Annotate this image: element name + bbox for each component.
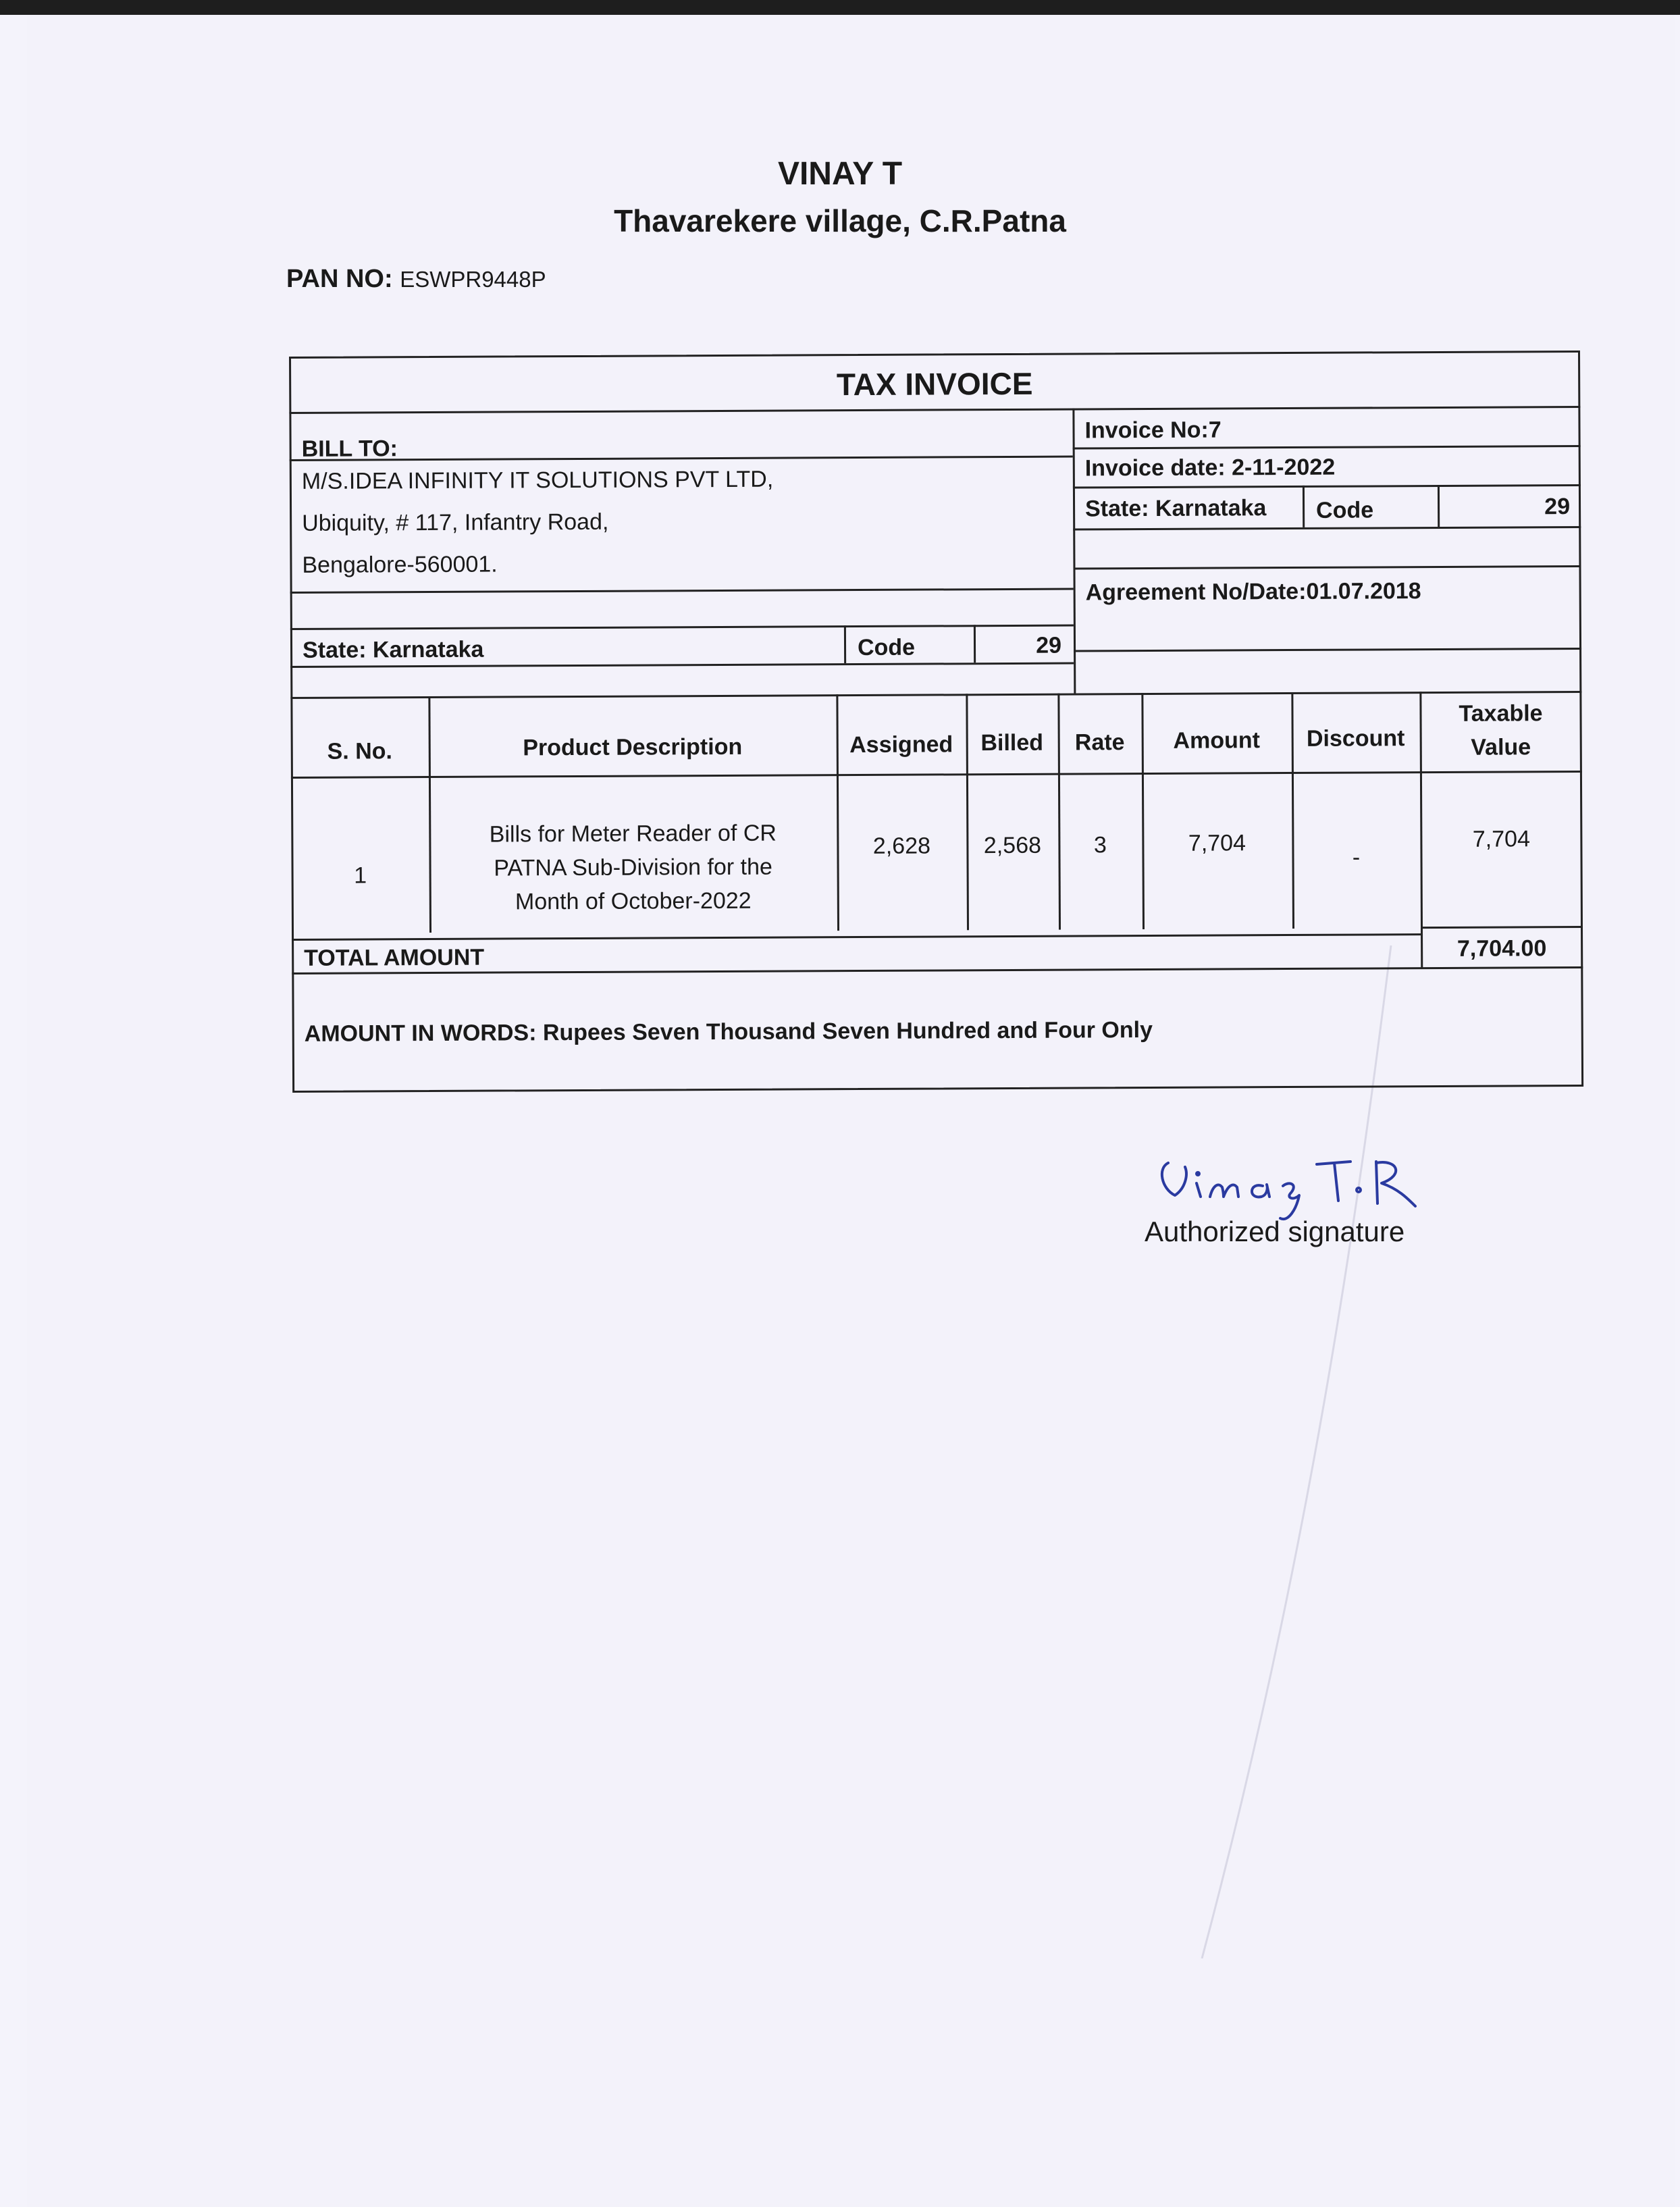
total-label: TOTAL AMOUNT bbox=[304, 944, 485, 971]
paper-fold-line bbox=[1188, 945, 1405, 1958]
row-discount: - bbox=[1352, 844, 1361, 871]
vendor-name: VINAY T bbox=[777, 156, 903, 192]
header-sno: S. No. bbox=[327, 738, 393, 764]
pan-label: PAN NO: bbox=[286, 265, 393, 293]
amount-in-words: AMOUNT IN WORDS: Rupees Seven Thousand Seven Hundred and Four Only bbox=[304, 1016, 1153, 1047]
row-taxable: 7,704 bbox=[1472, 826, 1531, 852]
vendor-address: Thavarekere village, C.R.Patna bbox=[614, 203, 1066, 238]
header-rate: Rate bbox=[1074, 729, 1125, 756]
invoice-date: Invoice date: 2-11-2022 bbox=[1084, 454, 1336, 482]
header-assigned: Assigned bbox=[849, 731, 953, 758]
scan-edge bbox=[0, 0, 1680, 15]
row-sno: 1 bbox=[354, 862, 367, 889]
vendor-state: State: Karnataka bbox=[1084, 495, 1267, 522]
client-code-value: 29 bbox=[1036, 632, 1062, 658]
row-rate: 3 bbox=[1093, 832, 1107, 858]
row-billed: 2,568 bbox=[983, 832, 1042, 859]
authorized-signature-label: Authorized signature bbox=[1145, 1216, 1405, 1247]
agreement-info: Agreement No/Date:01.07.2018 bbox=[1085, 578, 1421, 606]
client-state: State: Karnataka bbox=[302, 636, 484, 663]
client-code-label: Code bbox=[857, 634, 916, 661]
row-description-1: Bills for Meter Reader of CR bbox=[489, 820, 777, 848]
divider bbox=[844, 625, 846, 663]
invoice-page bbox=[27, 15, 1675, 2207]
pan-value: ESWPR9448P bbox=[400, 267, 546, 292]
pan-number bbox=[286, 265, 546, 294]
invoice-title: TAX INVOICE bbox=[836, 365, 1033, 403]
header-discount: Discount bbox=[1306, 725, 1405, 752]
row-description-2: PATNA Sub-Division for the bbox=[494, 854, 772, 881]
divider bbox=[1303, 486, 1305, 527]
invoice-border bbox=[289, 350, 1583, 1093]
bill-to-line-3: Bengalore-560001. bbox=[302, 551, 498, 578]
invoice-number: Invoice No:7 bbox=[1084, 417, 1222, 444]
row-description-3: Month of October-2022 bbox=[515, 887, 752, 915]
bill-to-line-1: M/S.IDEA INFINITY IT SOLUTIONS PVT LTD, bbox=[301, 466, 774, 494]
vendor-code-label: Code bbox=[1316, 497, 1374, 523]
row-amount: 7,704 bbox=[1188, 830, 1246, 856]
vendor-code-value: 29 bbox=[1544, 494, 1571, 520]
header-taxable-2: Value bbox=[1471, 734, 1531, 760]
row-assigned: 2,628 bbox=[872, 833, 931, 859]
header-amount: Amount bbox=[1173, 727, 1260, 754]
header-billed: Billed bbox=[980, 729, 1044, 756]
header-taxable-1: Taxable bbox=[1459, 700, 1543, 727]
invoice-table bbox=[289, 350, 1583, 1093]
bill-to-label: BILL TO: bbox=[301, 436, 398, 462]
header-description: Product Description bbox=[523, 733, 743, 761]
total-value: 7,704.00 bbox=[1456, 935, 1547, 962]
bill-to-line-2: Ubiquity, # 117, Infantry Road, bbox=[302, 509, 609, 536]
